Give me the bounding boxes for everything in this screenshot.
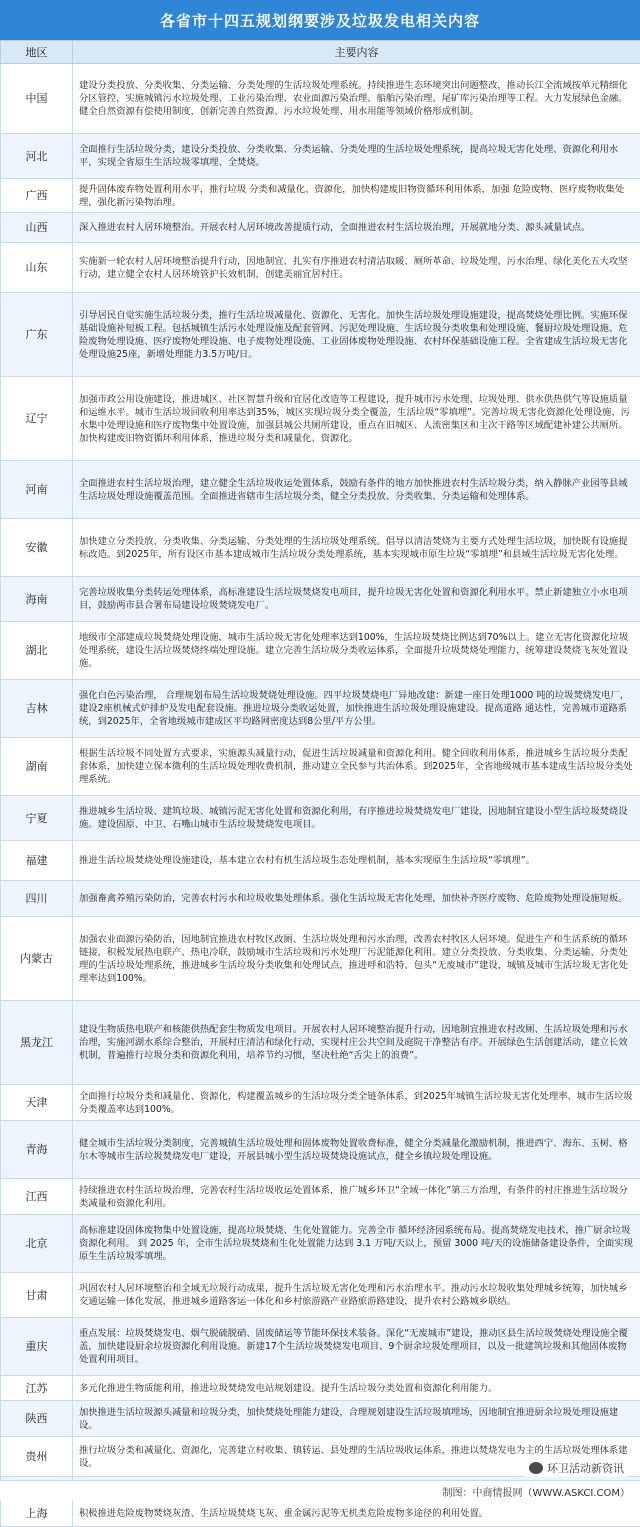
table-row: [1, 1273, 640, 1318]
table-row: [1, 680, 640, 738]
region-cell: 北京: [1, 1215, 73, 1273]
table-row: [1, 1001, 640, 1085]
content-cell: 强化白色污染治理， 合理规划布局生活垃圾焚烧处理设施。四平垃圾焚烧电厂异地改建：新建一座日处理1000 吨的垃圾焚烧发电厂， 建设2座机械式炉排炉及发电配套设施。推进垃圾分类收运处置，加快推进生活垃圾处理设施建设。提高道路 通达性，完善城市道路系统，到2025年，全省地级城市建成区平均路网密度达到8公里/平方公里。: [73, 680, 640, 738]
region-cell: 中国: [1, 64, 73, 134]
footer-credit: 制图：中商情报网（WWW.ASKCI.COM）: [0, 1480, 640, 1501]
content-cell: 加强畜禽养殖污染防治，完善农村污水和垃圾收集处理体系。强化生活垃圾无害化处理，加快补齐医疗废物、危险废物处理设施短板。: [73, 881, 640, 917]
table-row: [1, 519, 640, 577]
table-row: [1, 1401, 640, 1437]
content-cell: 实施新一轮农村人居环境整治提升行动，因地制宜、扎实有序推进农村清洁取暖、厕所革命、垃圾处理、污水治理、绿化美化五大攻坚行动，建立健全农村人居环境管护长效机制，创建美丽宜居村庄。: [73, 243, 640, 293]
table-row: [1, 738, 640, 796]
region-cell: 安徽: [1, 519, 73, 577]
region-cell: 辽宁: [1, 377, 73, 461]
region-cell: 重庆: [1, 1318, 73, 1376]
table-row: [1, 1179, 640, 1215]
content-cell: 推行垃圾分类和减量化、资源化，完善建立村收集、镇转运、县处理的生活垃圾收运体系，推进以焚烧发电为主的生活垃圾处理体系建设。: [73, 1437, 640, 1477]
region-cell: 黑龙江: [1, 1001, 73, 1085]
table-row: [1, 461, 640, 519]
content-cell: 完善垃圾收集分类转运处理体系，高标准建设生活垃圾焚烧发电项目，提升垃圾无害化处置和资源化利用水平。禁止新建独立小水电项目，鼓励两市县合署布局建设垃圾焚烧发电厂。: [73, 577, 640, 622]
region-cell: 陕西: [1, 1401, 73, 1437]
content-cell: 加强农业面源污染防治，因地制宜推进农村牧区改厕、生活垃圾处理和污水治理，改善农村牧区人居环境。促进生产和生活系统的循环链接，积极发展热电联产、热电冷联，鼓励城市生活垃圾和污水处理厂污泥能源化利用。建立分类投放、分类收集、分类运输、分类处理的生活垃圾处理系统，推进城乡生活垃圾分类收集和处理试点，推进呼和浩特、包头“无废城市”建设，城镇及城市生活垃圾无害化处理率达到100%。: [73, 917, 640, 1001]
region-cell: 湖南: [1, 738, 73, 796]
content-cell: 地级市全部建成垃圾焚烧处理设施，城市生活垃圾无害化处理率达到100%，生活垃圾焚烧比例达到70%以上。建立无害化资源化垃圾处理系统，建设生活垃圾焚烧终端处理设施。建立完善生活垃圾分类收运体系，全面提升垃圾焚烧处理能力，统筹建设焚烧飞灰处置设施。: [73, 622, 640, 680]
table-row: [1, 917, 640, 1001]
table-header-row: [1, 41, 640, 64]
content-cell: 多元化推进生物质能利用，推进垃圾焚烧发电站规划建设。提升生活垃圾分类处置和资源化利用能力。: [73, 1376, 640, 1401]
region-cell: 四川: [1, 881, 73, 917]
table-row: [1, 796, 640, 841]
content-cell: 巩固农村人居环境整治和全域无垃圾行动成果，提升生活垃圾无害化处理和污水治理水平。推动污水垃圾收集处理城乡统筹，加快城乡交通运输一体化发展，推进城乡道路客运一体化和乡村旅游路产业路旅游路建设，提升农村公路城乡联结。: [73, 1273, 640, 1318]
content-cell: 建设生物质热电联产和核能供热配套生物质发电项目。开展农村人居环境整治提升行动，因地制宜推进农村改厕、生活垃圾处理和污水治理，实施河湖水系综合整治，开展村庄清洁和绿化行动，实现村庄公共空间及庭院干净整洁有序。开展绿色生活创建活动，建立长效机制，普遍推行垃圾分类和资源化利用，培养节约习惯，坚决杜绝“舌尖上的浪费”。: [73, 1001, 640, 1085]
content-cell: 全面推行垃圾分类和减量化、资源化，构建覆盖城乡的生活垃圾分类全链条体系，到2025年城镇生活垃圾无害化处理率、城市生活垃圾分类覆盖率达到100%。: [73, 1085, 640, 1121]
content-cell: 引导居民自觉实施生活垃圾分类，推行生活垃圾减量化、资源化、无害化。加快生活垃圾处理设施建设，提高焚烧处理比例。实施环保基础设施补短板工程。包括城镇生活污水处理设施及配套管网、污泥处理设施、生活垃圾分类收集和处理设施、餐厨垃圾处理设施、危险废物处理设施、医疗废物处理设施、电子废物处理设施、工业固体废物处理设施、农村环保基础设施工程。全省建成生活垃圾无害化处理设施25座，新增处理能力3.5万吨/日。: [73, 293, 640, 377]
region-cell: 青海: [1, 1121, 73, 1179]
page-title: 各省市十四五规划纲要涉及垃圾发电相关内容: [0, 0, 640, 40]
table-row: [1, 577, 640, 622]
table-row: [1, 1121, 640, 1179]
content-cell: 根据生活垃圾不同处置方式要求，实施源头减量行动，促进生活垃圾减量和资源化利用。健全回收利用体系，推进城乡生活垃圾分类配套体系，加快建立保本微利的生活垃圾处理收费机制，推动建立全民参与共治体系。到2025年，全省地级城市基本建成生活垃圾分类处理系统。: [73, 738, 640, 796]
content-cell: 深入推进农村人居环境整治。开展农村人居环境改善提质行动，全面推进农村生活垃圾治理，开展就地分类、源头减量试点。: [73, 213, 640, 243]
table-row: [1, 293, 640, 377]
content-cell: 建设分类投放、分类收集、分类运输、分类处理的生活垃圾处理系统。持续推进生态环境突出问题整改，推动长江全流域按单元精细化分区管控，实施城镇污水垃圾处理、工业污染治理、农业面源污染治理、船舶污染治理、尾矿库污染治理等工程。大力发展绿色金融。健全自然资源有偿使用制度，创新完善自然资源、污水垃圾处理、用水用能等领域价格形成机制。: [73, 64, 640, 134]
region-cell: 甘肃: [1, 1273, 73, 1318]
header-region: 地区: [1, 41, 73, 64]
table-row: [1, 64, 640, 134]
table-row: [1, 1501, 640, 1527]
table-row: [1, 377, 640, 461]
content-cell: 加快推进生活垃圾源头减量和垃圾分类，加快焚烧处理能力建设，合理规划建设生活垃圾填埋场，因地制宜推进厨余垃圾处理设施建设。: [73, 1401, 640, 1437]
table-row: [1, 1085, 640, 1121]
content-cell: 加强市政公用设施建设，推进城区、社区智慧升级和宜居化改造等工程建设，提升城市污水处理、垃圾处理、供水供热供气等设施质量和运维水平。城市生活垃圾回收利用率达到35%，城区实现垃圾分类全覆盖，生活垃圾“零填埋”。完善垃圾无害化资源化处理设施、污水集中处理设施和医疗废物集中处置设施，加强县城公共厕所建设，重点在旧城区、人流密集区和主次干路等区域配建补建公共厕所。加快构建废旧物资循环利用体系，推进垃圾分类和减量化、资源化。: [73, 377, 640, 461]
region-cell: 吉林: [1, 680, 73, 738]
table-row: [1, 1318, 640, 1376]
region-cell: 山东: [1, 243, 73, 293]
region-cell: 福建: [1, 841, 73, 881]
table-row: [1, 243, 640, 293]
region-cell: 江苏: [1, 1376, 73, 1401]
region-cell: 上海: [1, 1501, 73, 1527]
table-row: [1, 1215, 640, 1273]
content-cell: 持续推进农村生活垃圾治理，完善农村生活垃圾收运处置体系，推广城乡环卫“全域一体化”第三方治理，有条件的村庄推进生活垃圾分类减量和资源化利用。: [73, 1179, 640, 1215]
region-cell: 河北: [1, 134, 73, 179]
region-cell: 江西: [1, 1179, 73, 1215]
content-cell: 提升固体废弃物处置利用水平，推行垃圾 分类和减量化、资源化，加快构建废旧物资循环利用体系，加强 危险废物、医疗废物收集处理，强化新污染物治理。: [73, 179, 640, 213]
table-row: [1, 213, 640, 243]
wechat-icon: [529, 1462, 543, 1474]
content-cell: 高标准建设固体废物集中处置设施，提高垃圾焚烧、生化处置能力。完善全市 循环经济园系统布局。提高焚烧发电技术，推广厨余垃圾资源化利用。 到 2025 年，全市生活垃圾焚烧和生化处置能力达到 3.1 万吨/天以上，预留 3000 吨/天的设施储备建设条件，全面实现原生生活垃圾零填埋。: [73, 1215, 640, 1273]
table-body: [1, 64, 640, 1527]
region-cell: 海南: [1, 577, 73, 622]
wechat-badge: [525, 1459, 628, 1477]
region-cell: 广东: [1, 293, 73, 377]
region-cell: 湖北: [1, 622, 73, 680]
region-cell: 山西: [1, 213, 73, 243]
table-row: [1, 622, 640, 680]
content-cell: 积极推进危险废物焚烧灰渣、生活垃圾焚烧飞灰、重金属污泥等无机类危险废物多途径的利用处置。: [73, 1501, 640, 1527]
table-row: [1, 134, 640, 179]
table-row: [1, 179, 640, 213]
region-cell: 河南: [1, 461, 73, 519]
content-cell: 推进生活垃圾焚烧处理设施建设，基本建立农村有机生活垃圾生态处理机制，基本实现原生生活垃圾“零填埋”。: [73, 841, 640, 881]
region-cell: 内蒙古: [1, 917, 73, 1001]
header-content: 主要内容: [73, 41, 640, 64]
content-cell: 全面推进农村生活垃圾治理，建立健全生活垃圾收运处置体系，鼓励有条件的地方加快推进农村生活垃圾分类，纳入静脉产业园等县域生活垃圾处理设施覆盖范围。全面推进省辖市生活垃圾分类，健全分类投放、分类收集、分类运输和处理体系。: [73, 461, 640, 519]
content-cell: 全面推行生活垃圾分类，建设分类投放、分类收集、分类运输、分类处理的生活垃圾处理系统，提高垃圾无害化处理、资源化利用水平，实现全省原生生活垃圾零填埋、全焚烧。: [73, 134, 640, 179]
region-cell: 宁夏: [1, 796, 73, 841]
region-cell: 广西: [1, 179, 73, 213]
content-cell: 推进城乡生活垃圾、建筑垃圾、城镇污泥无害化处置和资源化利用，有序推进垃圾焚烧发电厂建设，因地制宜建设小型生活垃圾焚烧设施。建设固原、中卫、石嘴山城市生活垃圾焚烧发电项目。: [73, 796, 640, 841]
table-row: [1, 841, 640, 881]
table-row: [1, 881, 640, 917]
table-row: [1, 1376, 640, 1401]
content-cell: 健全城市生活垃圾分类制度，完善城镇生活垃圾处理和固体废物处置收费标准，健全分类减量化激励机制，推进西宁、海东、玉树、格尔木等城市生活垃圾焚烧发电厂建设，开展县城小型生活垃圾焚烧设施试点，健全乡镇垃圾处理设施。: [73, 1121, 640, 1179]
policy-table: [0, 40, 640, 1527]
region-cell: 贵州: [1, 1437, 73, 1477]
content-cell: 重点发展：垃圾焚烧发电、烟气脱硫脱硝、固废储运等节能环保技术装备。深化“无废城市”建设，推动区县生活垃圾焚烧处理设施全覆盖，加快建设厨余垃圾资源化利用设施。新建17个生活垃圾焚烧发电项目、9个厨余垃圾处理项目，以及一批建筑垃圾和其他固体废物处置利用项目。: [73, 1318, 640, 1376]
wechat-account: 环卫活动新资讯: [547, 1460, 624, 1476]
region-cell: 天津: [1, 1085, 73, 1121]
content-cell: 加快建立分类投放、分类收集、分类运输、分类处理的生活垃圾处理系统。倡导以清洁焚烧为主要方式处理生活垃圾，加快既有设施提标改造。到2025年，所有设区市基本建成城市生活垃圾分类处理系统，基本实现城市原生垃圾“零填埋”和县域生活垃圾无害化处理。: [73, 519, 640, 577]
